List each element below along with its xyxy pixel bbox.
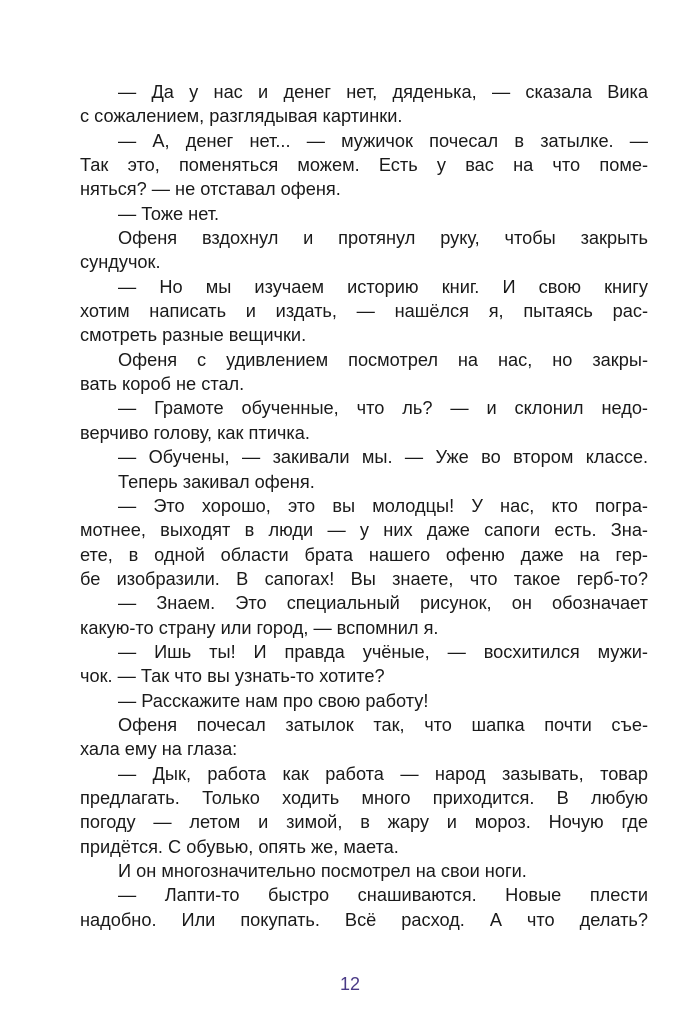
text-line: смотреть разные вещички. [80, 325, 307, 346]
text-line: — Расскажите нам про свою работу! [118, 690, 429, 711]
text-line: Офеня почесал затылок так, что шапка почти съе- [118, 714, 648, 735]
text-line: — Но мы изучаем историю книг. И свою книгу [118, 276, 648, 297]
text-line: с сожалением, разглядывая картинки. [80, 106, 403, 127]
text-line: — Дык, работа как работа — народ зазывать, товар [118, 763, 648, 784]
text-line: верчиво голову, как птичка. [80, 422, 310, 443]
text-line: — Ишь ты! И правда учёные, — восхитился мужи- [118, 641, 648, 662]
text-line: Теперь закивал офеня. [118, 471, 315, 492]
text-line: сундучок. [80, 252, 161, 273]
page-number: 12 [339, 974, 361, 994]
text-line: — Это хорошо, это вы молодцы! У нас, кто погра- [118, 495, 648, 516]
text-line: предлагать. Только ходить много приходится. В любую [80, 787, 648, 808]
text-line: — А, денег нет... — мужичок почесал в затылке. — [118, 130, 648, 151]
text-line: — Грамоте обученные, что ль? — и склонил недо- [118, 398, 648, 419]
text-line: хотим написать и издать, — нашёлся я, пытаясь рас- [80, 301, 648, 322]
book-page-text [80, 80, 648, 932]
text-line: надобно. Или покупать. Всё расход. А что делать? [80, 909, 648, 930]
text-line: — Да у нас и денег нет, дяденька, — сказала Вика [118, 82, 648, 102]
text-line: Так это, поменяться можем. Есть у вас на что поме- [80, 155, 648, 176]
text-line: хала ему на глаза: [80, 739, 238, 760]
text-line: мотнее, выходят в люди — у них даже сапоги есть. Зна- [80, 520, 648, 541]
text-line: придётся. С обувью, опять же, маета. [80, 836, 399, 857]
text-line: бе изобразили. В сапогах! Вы знаете, что такое герб-то? [80, 568, 648, 589]
text-line: ете, в одной области брата нашего офеню даже на гер- [80, 544, 648, 565]
text-line: — Знаем. Это специальный рисунок, он обозначает [118, 593, 648, 614]
text-line: Офеня вздохнул и протянул руку, чтобы закрыть [118, 228, 648, 249]
text-line: — Тоже нет. [118, 203, 220, 224]
text-line: чок. — Так что вы узнать-то хотите? [80, 666, 385, 687]
text-line: вать короб не стал. [80, 374, 245, 395]
text-line: няться? — не отставал офеня. [80, 179, 341, 200]
text-line: И он многозначительно посмотрел на свои ноги. [118, 861, 527, 881]
text-line: погоду — летом и зимой, в жару и мороз. Ночую где [80, 812, 648, 833]
text-line: — Лапти-то быстро снашиваются. Новые плести [118, 885, 648, 906]
text-line: какую-то страну или город, — вспомнил я. [80, 617, 439, 638]
text-line: Офеня с удивлением посмотрел на нас, но закры- [118, 349, 648, 370]
text-line: — Обучены, — закивали мы. — Уже во втором классе. [118, 447, 648, 468]
